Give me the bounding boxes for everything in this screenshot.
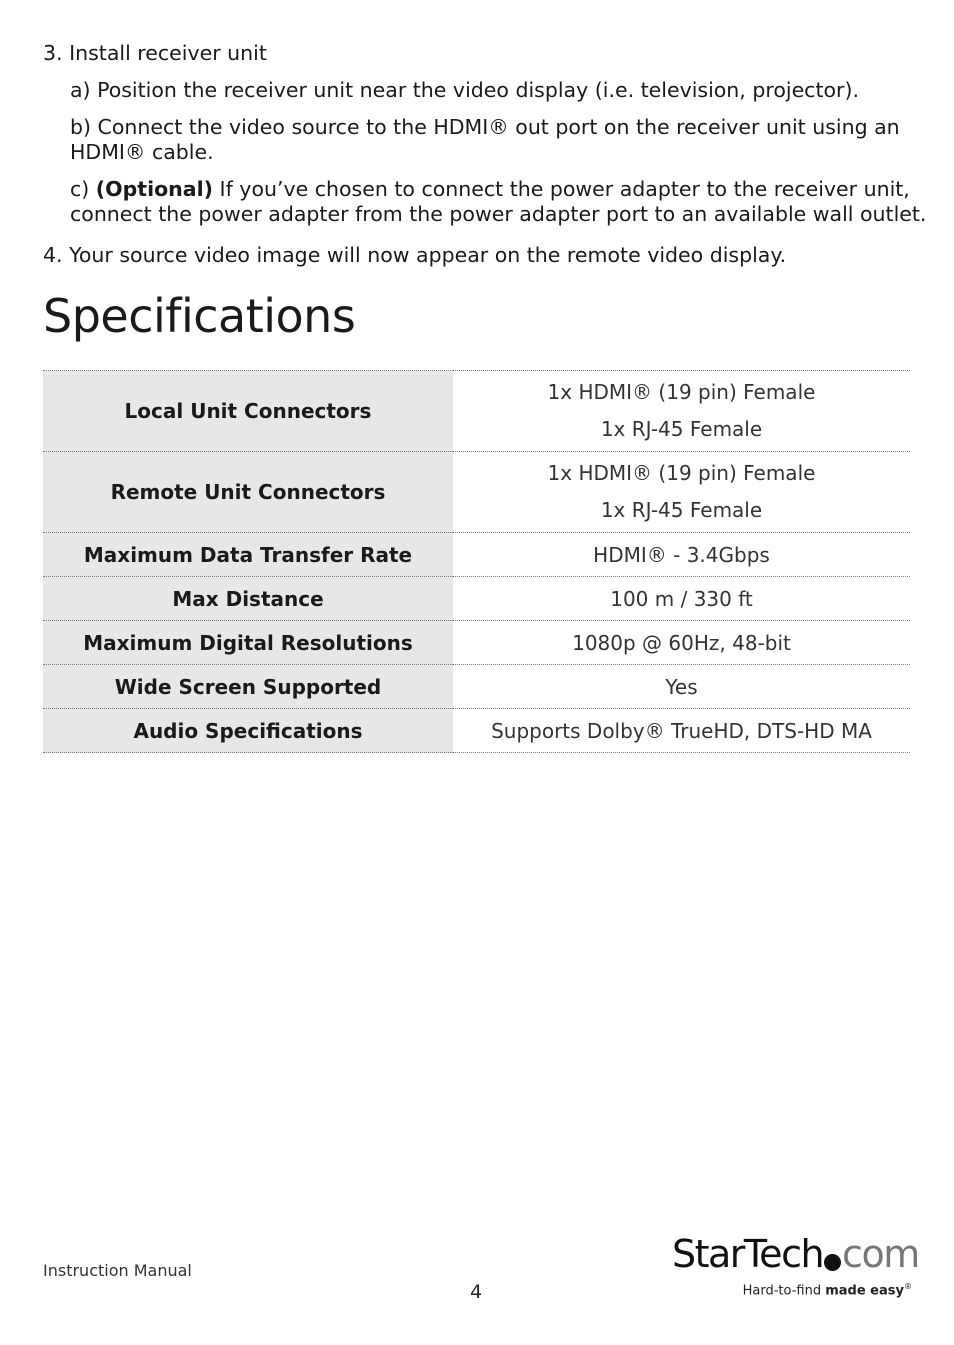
tagline-bold: made easy xyxy=(825,1283,904,1299)
step-3a: a) Position the receiver unit near the video display (i.e. television, projector). xyxy=(70,78,859,102)
step-3c-text: If you’ve chosen to connect the power adapter to the receiver unit, connect the power adapter from the power adapter port to an available wall outlet. xyxy=(70,177,927,226)
brand-dot-icon xyxy=(824,1254,841,1271)
footer-document-type: Instruction Manual xyxy=(43,1261,192,1280)
spec-label: Wide Screen Supported xyxy=(43,665,453,709)
step-3c xyxy=(70,177,930,227)
spec-value: 100 m / 330 ft xyxy=(453,577,910,621)
page-number: 4 xyxy=(470,1281,483,1303)
spec-row-transfer-rate xyxy=(43,533,910,577)
spec-value-line: 1x HDMI® (19 pin) Female xyxy=(547,380,816,404)
spec-row-local-connectors xyxy=(43,371,910,452)
spec-label: Max Distance xyxy=(43,577,453,621)
spec-label: Maximum Digital Resolutions xyxy=(43,621,453,665)
spec-value: Yes xyxy=(453,665,910,709)
spec-label: Maximum Data Transfer Rate xyxy=(43,533,453,577)
brand-tagline xyxy=(743,1282,912,1298)
step-4: 4. Your source video image will now appear on the remote video display. xyxy=(43,243,787,267)
spec-label: Remote Unit Connectors xyxy=(43,452,453,533)
spec-value: HDMI® - 3.4Gbps xyxy=(453,533,910,577)
spec-value xyxy=(453,452,910,533)
specifications-table xyxy=(43,370,910,753)
spec-row-max-distance xyxy=(43,577,910,621)
step-3: 3. Install receiver unit xyxy=(43,41,267,65)
brand-suffix: com xyxy=(842,1232,919,1276)
spec-row-audio xyxy=(43,709,910,753)
spec-row-resolutions xyxy=(43,621,910,665)
section-title: Specifications xyxy=(43,289,356,343)
step-3c-prefix: c) xyxy=(70,177,96,201)
step-3b: b) Connect the video source to the HDMI® out port on the receiver unit using an HDMI® cable. xyxy=(70,115,900,164)
spec-value-line: 1x RJ-45 Female xyxy=(600,498,763,522)
brand-main: StarTech xyxy=(672,1232,824,1276)
brand-wordmark xyxy=(672,1232,919,1276)
step-3c-optional: (Optional) xyxy=(95,177,214,201)
tagline-registered-mark: ® xyxy=(904,1282,912,1291)
spec-value-line: 1x RJ-45 Female xyxy=(600,417,763,441)
spec-row-wide-screen xyxy=(43,665,910,709)
spec-value-line: 1x HDMI® (19 pin) Female xyxy=(547,461,816,485)
tagline-regular: Hard-to-find xyxy=(742,1283,826,1299)
spec-value xyxy=(453,371,910,452)
spec-label: Audio Specifications xyxy=(43,709,453,753)
spec-label: Local Unit Connectors xyxy=(43,371,453,452)
spec-row-remote-connectors xyxy=(43,452,910,533)
startech-logo xyxy=(672,1232,919,1302)
spec-value: Supports Dolby® TrueHD, DTS-HD MA xyxy=(453,709,910,753)
spec-value: 1080p @ 60Hz, 48-bit xyxy=(453,621,910,665)
